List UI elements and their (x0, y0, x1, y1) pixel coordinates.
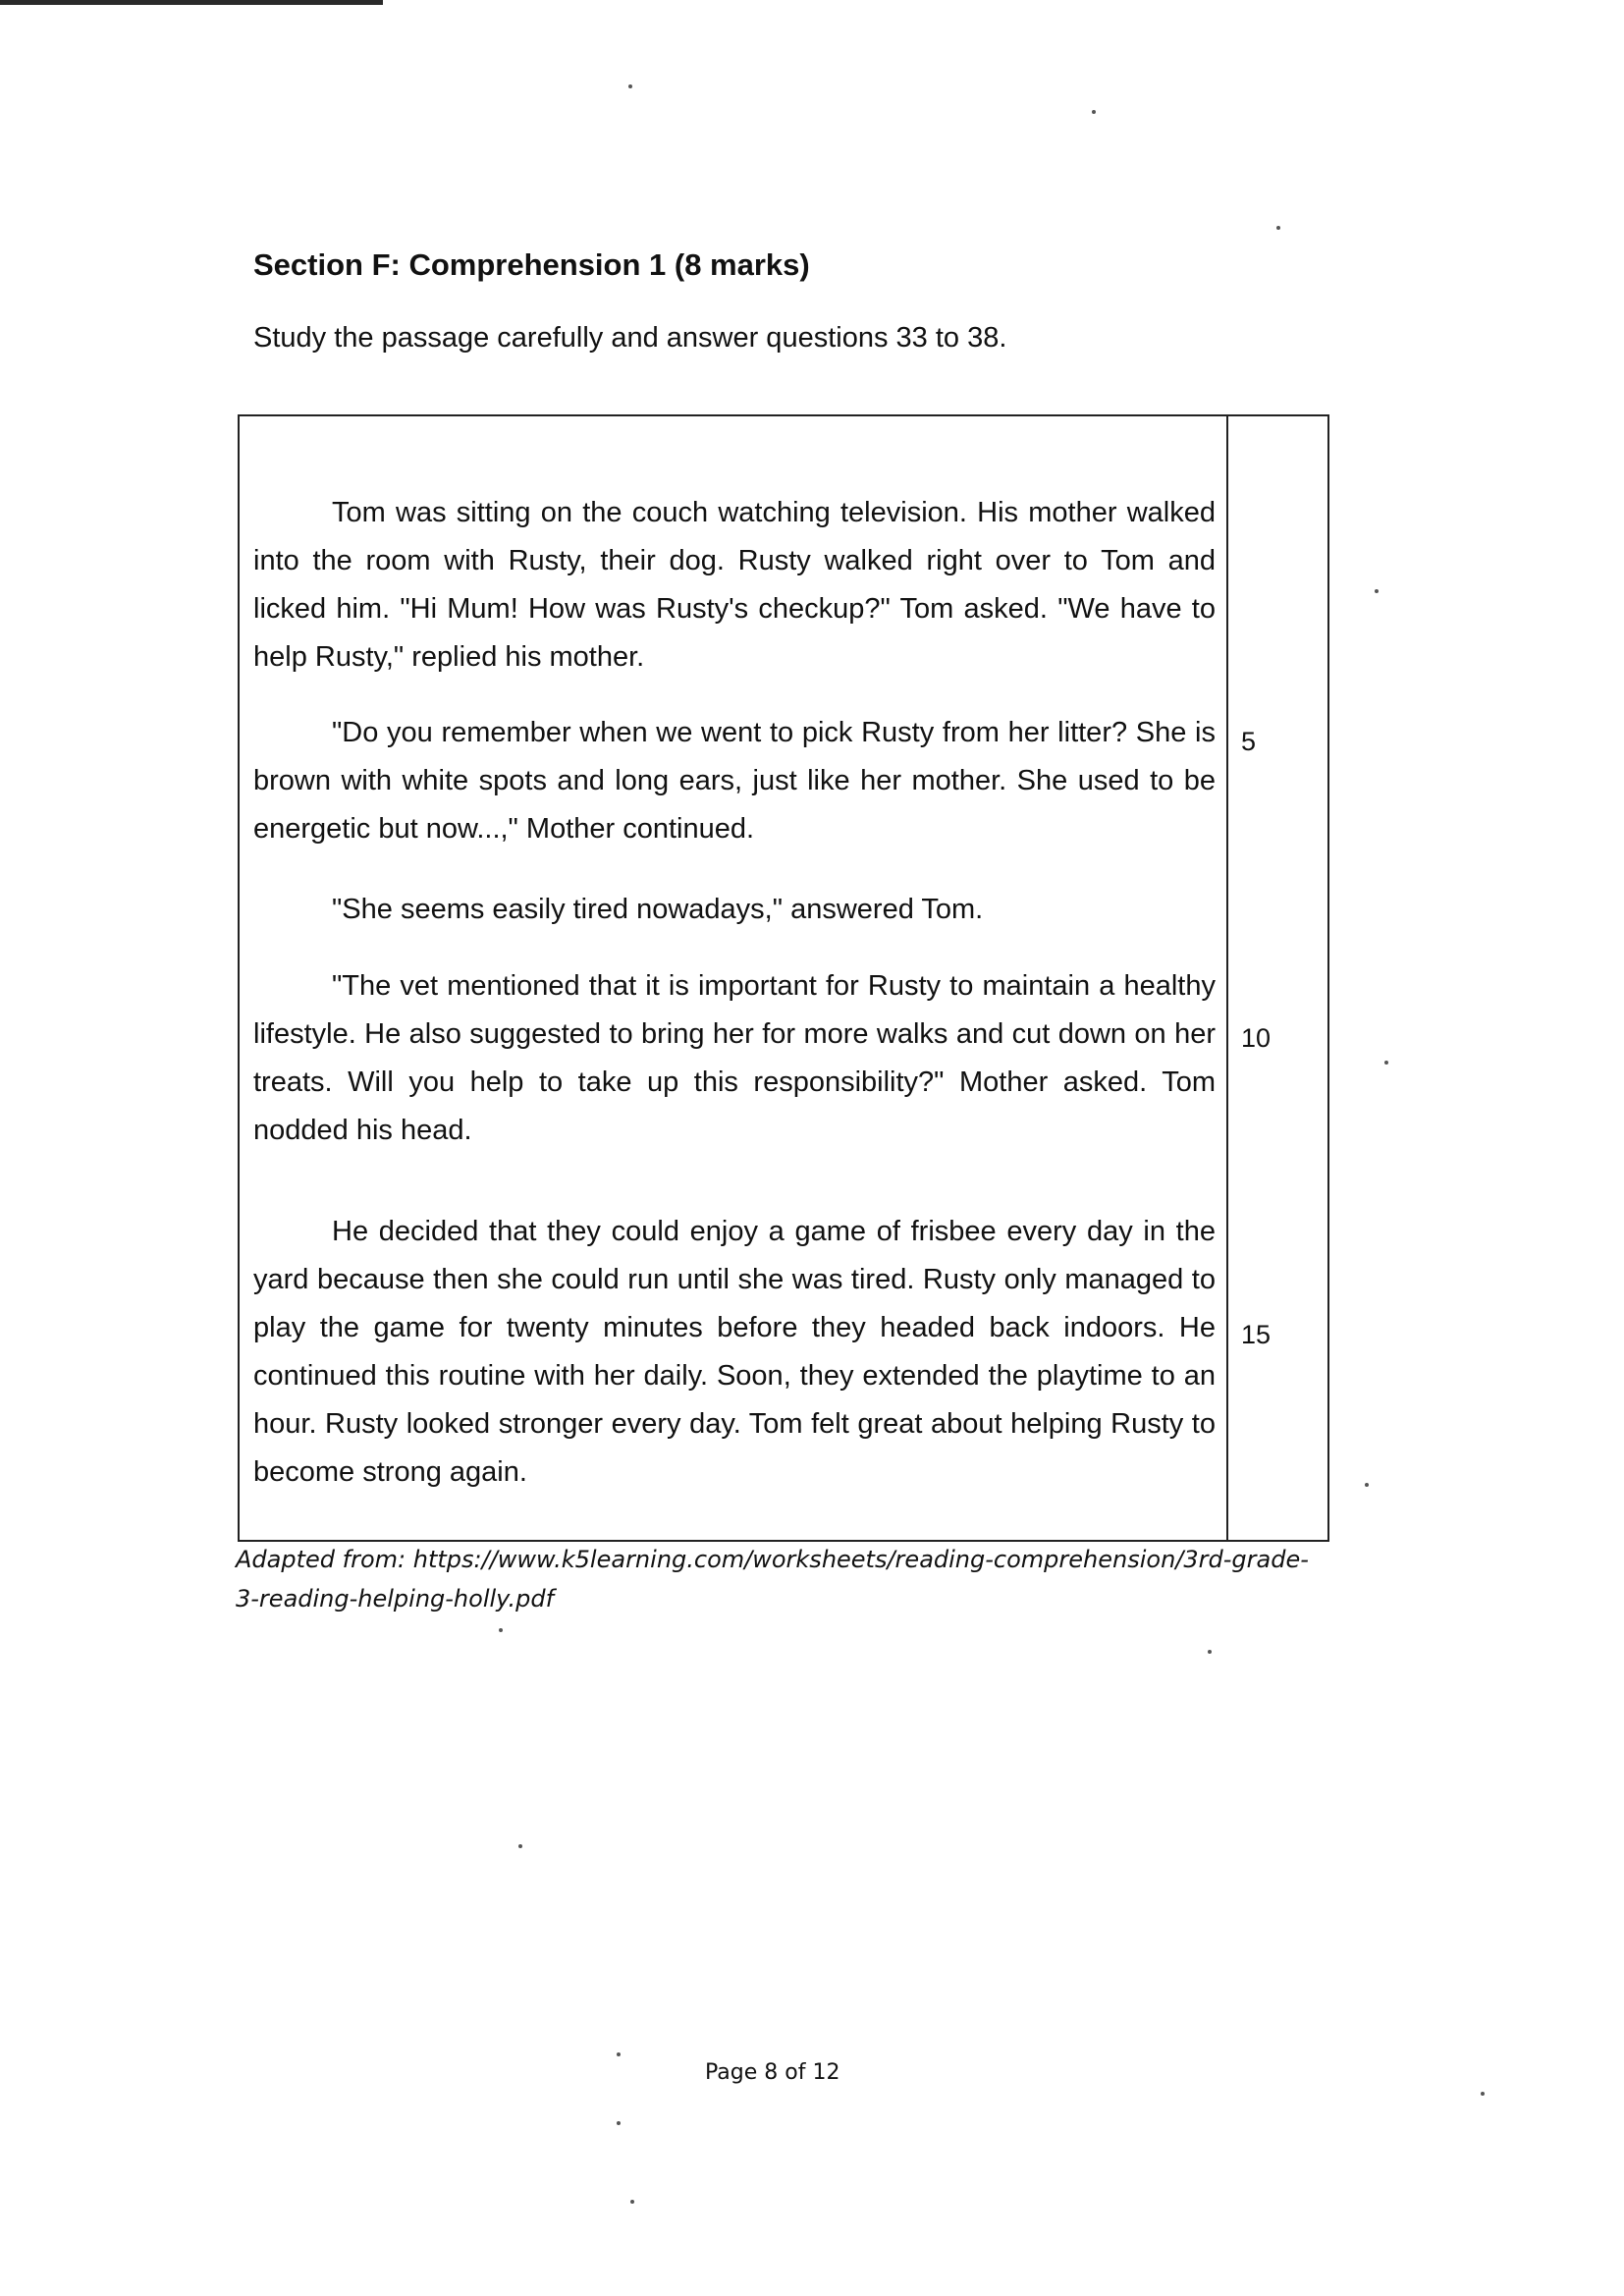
scan-speck (617, 2052, 621, 2056)
section-title: Section F: Comprehension 1 (8 marks) (253, 247, 810, 282)
source-url: https://www.k5learning.com/worksheets/reading-comprehension/3rd-grade-3-reading-helping-holly.pdf (236, 1546, 1309, 1613)
passage-paragraph: Tom was sitting on the couch watching television. His mother walked into the room with Rusty, their dog. Rusty walked right over to Tom and licked him. "Hi Mum! How was Rusty's checkup?" Tom asked. "We have to help Rusty," replied his mother. (253, 497, 1216, 673)
source-label: Adapted from: (236, 1546, 406, 1573)
scan-speck (1365, 1483, 1369, 1487)
source-citation (236, 1540, 1316, 1618)
scan-speck (1375, 589, 1379, 593)
line-number: 5 (1241, 727, 1257, 756)
passage-paragraph: "Do you remember when we went to pick Rusty from her litter? She is brown with white spots and long ears, just like her mother. She used to be energetic but now...," Mother continued. (253, 717, 1216, 845)
passage-text-column (240, 416, 1228, 1540)
scan-speck (1092, 110, 1096, 114)
passage-paragraph: "She seems easily tired nowadays," answered Tom. (332, 894, 984, 925)
scan-speck (628, 84, 632, 88)
page-number: Page 8 of 12 (705, 2060, 840, 2085)
scan-speck (617, 2121, 621, 2125)
scan-speck (499, 1628, 503, 1632)
passage-paragraph: "The vet mentioned that it is important for Rusty to maintain a healthy lifestyle. He also suggested to bring her for more walks and cut down on her treats. Will you help to take up this responsibility?" Mother asked. Tom nodded his head. (253, 970, 1216, 1146)
scan-speck (1276, 226, 1280, 230)
scan-speck (1208, 1650, 1212, 1654)
line-number: 15 (1241, 1320, 1272, 1349)
passage-paragraph: He decided that they could enjoy a game of frisbee every day in the yard because then she could run until she was tired. Rusty only managed to play the game for twenty minutes before they headed back indoors. He continued this routine with her daily. Soon, they extended the playtime to an hour. Rusty looked stronger every day. Tom felt great about helping Rusty to become strong again. (253, 1216, 1216, 1488)
scan-top-edge (0, 0, 383, 5)
scan-speck (1384, 1061, 1388, 1065)
instruction-text: Study the passage carefully and answer questions 33 to 38. (253, 322, 1007, 354)
passage-box (238, 414, 1329, 1542)
scan-speck (1481, 2092, 1485, 2096)
scan-speck (630, 2200, 634, 2204)
line-number: 10 (1241, 1023, 1272, 1053)
scan-speck (518, 1844, 522, 1848)
